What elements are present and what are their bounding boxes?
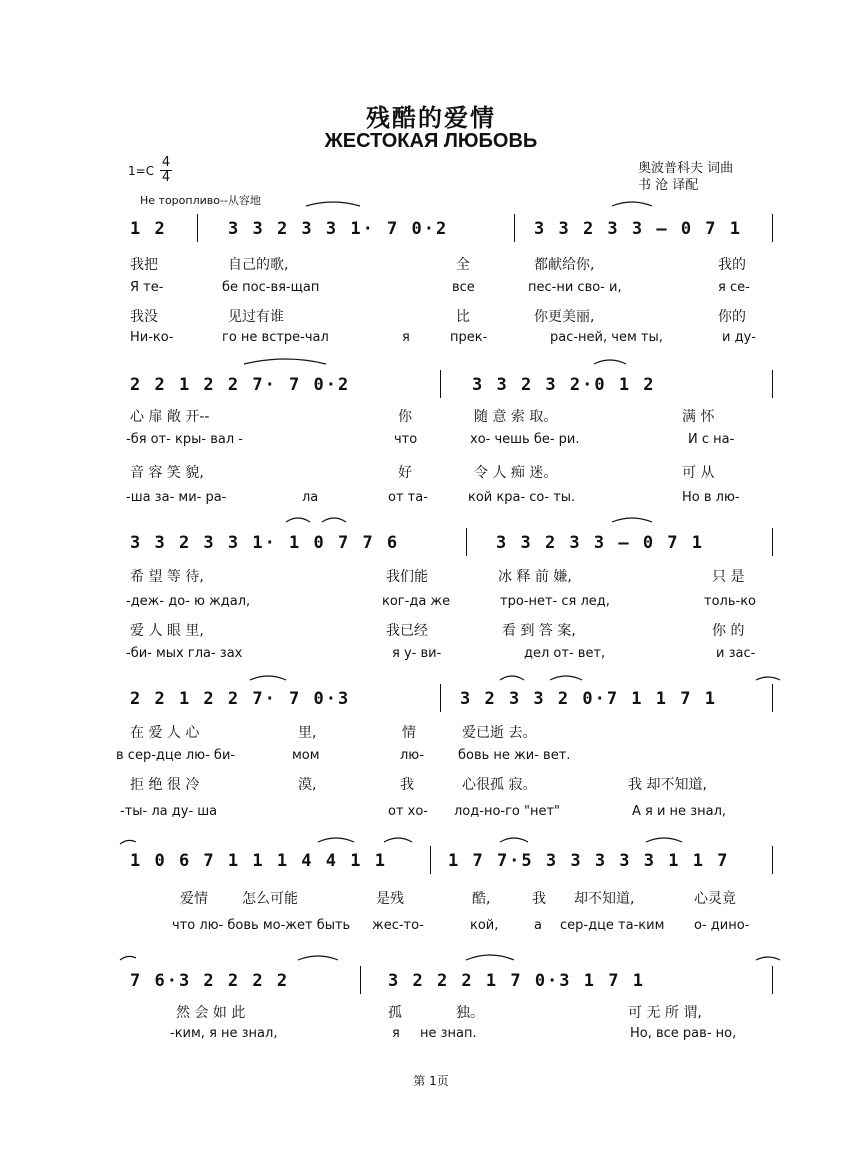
slur [306,202,360,206]
lyric: кой кра- со- ты. [468,490,576,505]
lyric: я у- ви- [392,646,442,661]
lyric: 拒 绝 很 冷 [130,777,200,793]
measure: 3 2 3 3 2 0·7 1 1 7 1 [460,689,717,709]
slur [550,676,582,680]
lyric: о- дино- [694,918,750,933]
lyric: и ду- [722,330,756,345]
lyric: 你更美丽, [534,309,595,325]
slur [286,518,310,522]
lyric: сер-дце та-ким [560,918,665,933]
lyric: я [402,330,410,345]
lyric: 随 意 索 取。 [474,409,558,425]
lyric: я се- [718,280,750,295]
measure: 3 3 2 3 2·0 1 2 [472,375,656,395]
lyric: 我们能 [386,569,428,585]
lyric: лю- [400,748,424,763]
lyric: 里, [298,725,317,741]
lyric: Но в лю- [682,490,740,505]
measure: 1 0 6 7 1 1 1 4 4 1 1 [130,851,387,871]
credit-composer: 奥波普科夫 词曲 [638,161,734,176]
lyric: прек- [450,330,488,345]
lyric: 爱 人 眼 里, [130,623,204,639]
lyric: кой, [470,918,499,933]
lyric: 孤 [388,1005,402,1021]
lyric: 可 从 [682,465,715,481]
lyric: тро-нет- ся лед, [500,594,610,609]
lyric: 爱已逝 去。 [462,725,537,741]
lyric: 你 的 [712,623,745,639]
lyric: 希 望 等 待, [130,569,204,585]
lyric: -ты- ла ду- ша [120,804,218,819]
slur [120,840,136,844]
slur [612,202,652,206]
lyric: что лю- бовь мо-жет быть [172,918,351,933]
slur [646,838,682,842]
lyric: мом [292,748,320,763]
lyric: 酷, [472,891,491,907]
lyric: 心 扉 敞 开-- [130,409,210,425]
lyric: -ким, я не знал, [170,1026,278,1041]
lyric: все [452,280,475,295]
slur [500,838,528,842]
lyric: го не встре-чал [222,330,329,345]
lyric: 我 却不知道, [628,777,707,793]
lyric: 怎么可能 [242,891,298,907]
lyric: Ни-ко- [130,330,174,345]
lyric: 好 [398,465,412,481]
slur [318,838,354,842]
slur [612,518,652,522]
measure: 3 3 2 3 3 1· 1 0 7 7 6 [130,533,400,553]
slur [298,956,338,960]
lyric: 漠, [298,777,317,793]
slur [756,677,780,680]
lyric: что [394,432,418,447]
lyric: 音 容 笑 貌, [130,465,204,481]
lyric: 冰 释 前 嫌, [498,569,572,585]
lyric: рас-ней, чем ты, [550,330,663,345]
lyric: 令 人 痴 迷。 [474,465,558,481]
lyric: -бя от- кры- вал - [126,432,243,447]
lyric: 可 无 所 谓, [628,1005,702,1021]
lyric: 看 到 答 案, [502,623,576,639]
lyric: 却不知道, [574,891,635,907]
lyric: 我 [400,777,414,793]
slur [594,360,626,364]
lyric: -ша за- ми- ра- [126,490,227,505]
slur [384,838,412,842]
measure: 2 2 1 2 2 7· 7 0·3 [130,689,351,709]
time-denominator: 4 [161,170,171,185]
title-russian: ЖЕСТОКАЯ ЛЮБОВЬ [324,130,538,152]
lyric: 自己的歌, [228,257,289,273]
measure: 3 3 2 3 3 – 0 7 1 [534,219,742,239]
lyric: а [534,918,542,933]
lyric: не знап. [420,1026,477,1041]
measure: 3 3 2 3 3 – 0 7 1 [496,533,704,553]
lyric: Но, все рав- но, [630,1026,737,1041]
credit-translator: 书 沧 译配 [638,178,699,193]
lyric: 心很孤 寂。 [462,777,537,793]
lyric: хо- чешь бе- ри. [470,432,580,447]
lyric: 然 会 如 此 [176,1005,246,1021]
lyric: 满 怀 [682,409,715,425]
lyric: бовь не жи- вет. [458,748,571,763]
lyric: Я те- [130,280,164,295]
slur [120,956,136,960]
lyric: 你的 [718,309,746,325]
slur [756,957,780,960]
lyric: 全 [456,257,470,273]
lyric: 心灵竟 [694,891,736,907]
lyric: в сер-дце лю- би- [116,748,236,763]
lyric: И с на- [688,432,735,447]
lyric: А я и не знал, [632,804,727,819]
measure: 1 2 [130,219,167,239]
lyric: от та- [388,490,428,505]
lyric: 我已经 [386,623,428,639]
lyric: жес-то- [372,918,424,933]
lyric: толь-ко [704,594,756,609]
slur [466,955,514,960]
title-chinese: 残酷的爱情 [366,103,496,132]
measure: 7 6·3 2 2 2 2 [130,971,290,991]
lyric: 只 是 [712,569,745,585]
lyric: и зас- [716,646,756,661]
slur [500,676,524,680]
lyric: лод-но-го "нет" [454,804,561,819]
measure: 3 2 2 2 1 7 0·3 1 7 1 [388,971,645,991]
slur [322,518,346,522]
lyric: 我 [532,891,546,907]
time-numerator: 4 [161,155,171,170]
lyric: 都献给你, [534,257,595,273]
lyric: 见过有谁 [228,309,284,325]
lyric: пес-ни сво- и, [528,280,622,295]
measure: 3 3 2 3 3 1· 7 0·2 [228,219,449,239]
measure: 1 7 7·5 3 3 3 3 3 1 1 7 [448,851,730,871]
measure: 2 2 1 2 2 7· 7 0·2 [130,375,351,395]
lyric: я [392,1026,400,1041]
key-signature: 1=C [128,164,155,178]
lyric: 在 爱 人 心 [130,725,200,741]
lyric: от хо- [388,804,428,819]
lyric: 我的 [718,257,746,273]
lyric: -деж- до- ю ждал, [126,594,251,609]
lyric: 你 [398,409,412,425]
lyric: 爱情 [180,891,208,907]
lyric: 比 [456,309,470,325]
lyric: ког-да же [382,594,451,609]
lyric: дел от- вет, [524,646,606,661]
slur [250,676,286,680]
lyric: -би- мых гла- зах [126,646,243,661]
lyric: 我没 [130,309,158,325]
lyric: 我把 [130,257,158,273]
lyric: ла [302,490,319,505]
lyric: 独。 [456,1005,484,1021]
lyric: бе пос-вя-щап [222,280,320,295]
page-number: 第 1页 [413,1074,449,1088]
slur [244,359,326,364]
lyric: 情 [402,725,416,741]
tempo-marking: Не торопливо--从容地 [140,194,261,207]
lyric: 是残 [376,891,404,907]
